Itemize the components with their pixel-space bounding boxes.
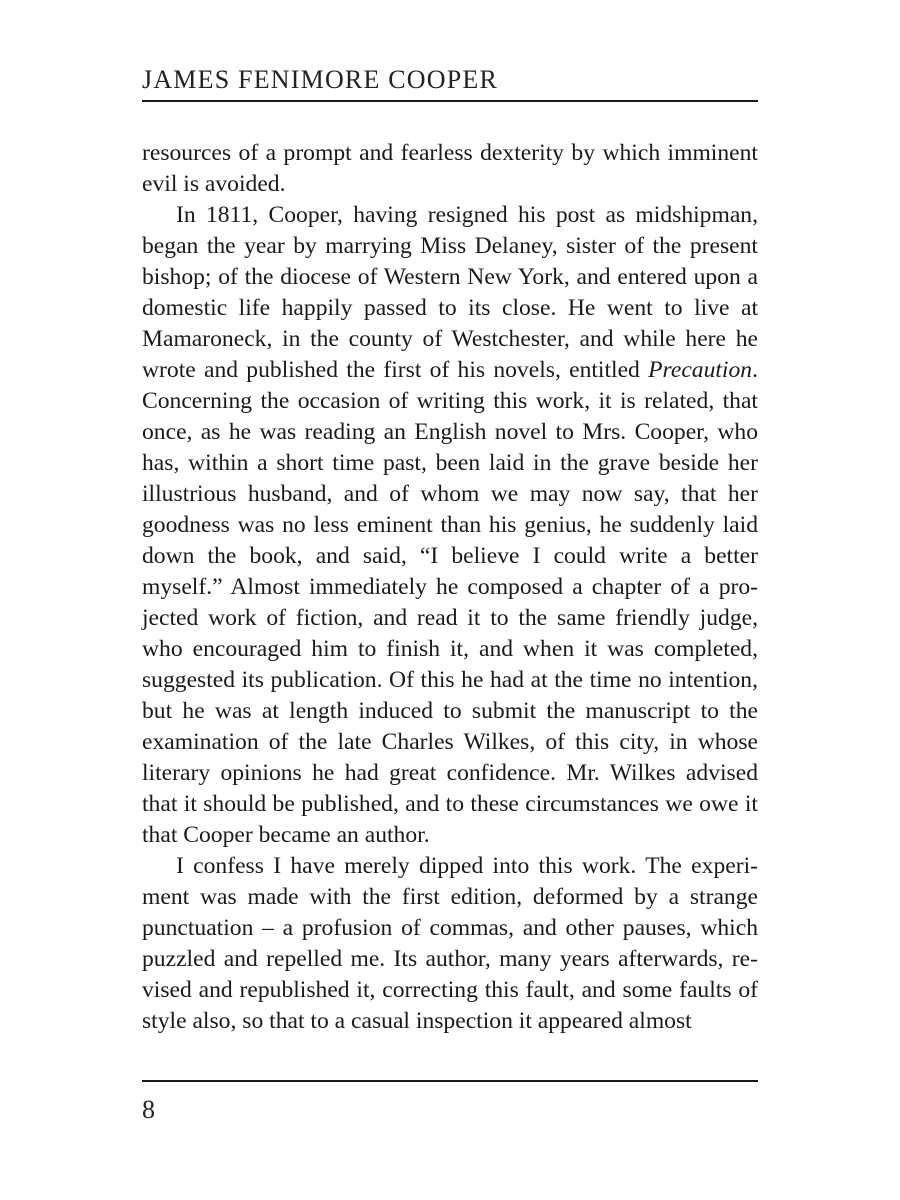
text-segment: resources of a prompt and fearless dexterity by which imminent evil is avoided.: [142, 140, 758, 197]
paragraph: [142, 138, 758, 200]
running-head: JAMES FENIMORE COOPER: [142, 65, 499, 94]
text-segment: . Concerning the occasion of writing this work, it is related, that once, as he was reading an English novel to Mrs. Cooper, who has, within a short time past, been laid in the grave beside her illustrious husband, and of whom we may now say, that her goodness was no less eminent than his genius, he suddenly laid down the book, and said, “I believe I could write a better myself.” Almost immediately he composed a chapter of a projected work of fiction, and read it to the same friendly judge, who encouraged him to finish it, and when it was completed, suggested its publication. Of this he had at the time no intention, but he was at length induced to submit the manuscript to the examination of the late Charles Wilkes, of this city, in whose literary opinions he had great confidence. Mr. Wilkes advised that it should be published, and to these circumstances we owe it that Cooper became an author.: [142, 357, 758, 848]
body-text: [142, 138, 758, 1037]
paragraph: [142, 851, 758, 1037]
paragraph: [142, 200, 758, 851]
text-segment: I confess I have merely dipped into this work. The experiment was made with the first edition, deformed by a strange punctuation – a profusion of commas, and other pauses, which puzzled and repelled me. Its author, many years afterwards, revised and republished it, correcting this fault, and some faults of style also, so that to a casual inspection it appeared almost: [142, 853, 758, 1034]
footer-rule: [142, 1080, 758, 1082]
page-number: 8: [142, 1095, 155, 1124]
header-rule: [142, 100, 758, 102]
text-segment: In 1811, Cooper, having resigned his post as midshipman, began the year by marrying Miss Delaney, sister of the present bishop; of the diocese of Western New York, and entered upon a domestic life happily passed to its close. He went to live at Mamaroneck, in the county of Westchester, and while here he wrote and published the first of his novels, entitled: [142, 202, 758, 383]
book-title-italic: Precaution: [648, 357, 753, 383]
